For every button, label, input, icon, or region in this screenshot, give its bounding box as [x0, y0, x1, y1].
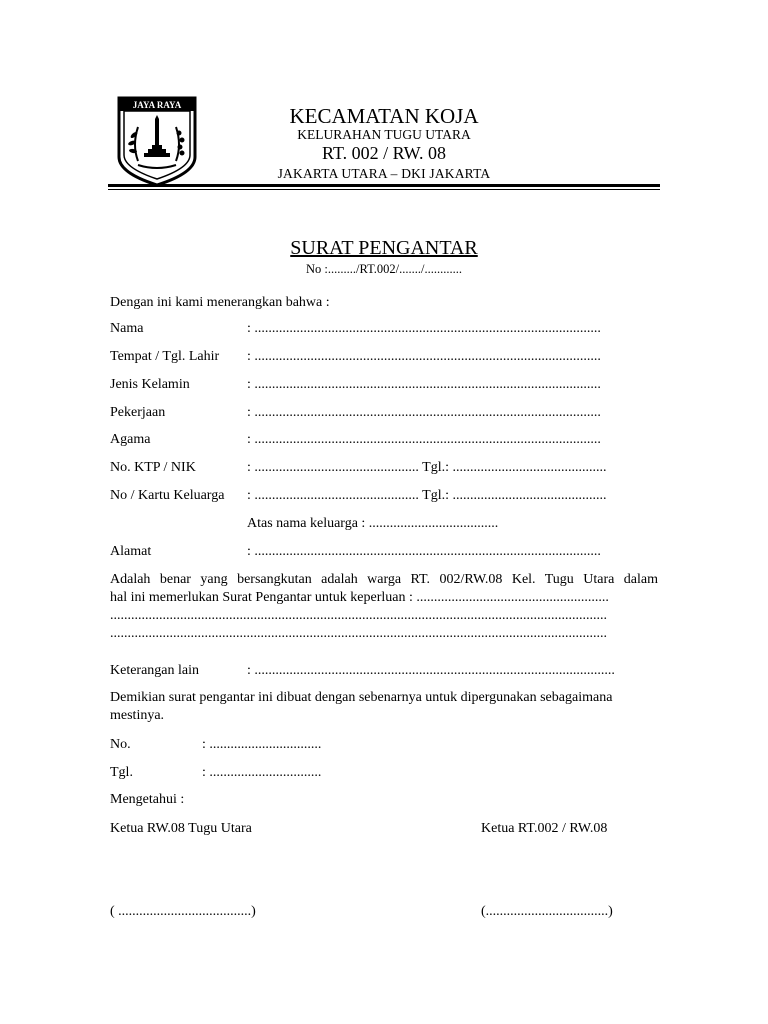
mengetahui-label: Mengetahui : [110, 792, 185, 807]
field-value-keterangan: : ....................................................................................................... [247, 663, 615, 678]
purpose-line-1: Adalah benar yang bersangkutan adalah warga RT. 002/RW.08 Kel. Tugu Utara dalam [110, 572, 658, 587]
field-label-agama: Agama [110, 432, 151, 447]
tgl-label: Tgl. [110, 765, 133, 780]
closing-line-2: mestinya. [110, 708, 165, 723]
header-kelurahan: KELURAHAN TUGU UTARA [297, 127, 471, 142]
atas-nama-keluarga: Atas nama keluarga : ..................................... [247, 516, 499, 531]
header-divider-thick [108, 184, 660, 187]
signature-right-title: Ketua RT.002 / RW.08 [481, 821, 608, 836]
field-label-keterangan: Keterangan lain [110, 663, 200, 678]
field-label-ktp-nik: No. KTP / NIK [110, 460, 196, 475]
field-value-jenis-kelamin: : ................................................................................................... [247, 377, 601, 392]
purpose-line-2: hal ini memerlukan Surat Pengantar untuk keperluan : ....................................................... [110, 590, 609, 605]
header-city: JAKARTA UTARA – DKI JAKARTA [277, 166, 491, 181]
logo-text: JAYA RAYA [132, 100, 182, 110]
no-label: No. [110, 737, 131, 752]
no-value: : ................................ [202, 737, 322, 752]
field-label-alamat: Alamat [110, 544, 152, 559]
field-value-ktp-nik: : ............................................... Tgl.: ............................................ [247, 460, 607, 475]
field-label-tempat-tgl-lahir: Tempat / Tgl. Lahir [110, 349, 220, 364]
document-title: SURAT PENGANTAR [290, 237, 478, 259]
header-rt-rw: RT. 002 / RW. 08 [322, 143, 446, 163]
field-label-nama: Nama [110, 321, 144, 336]
jaya-raya-emblem-logo [116, 95, 198, 187]
field-label-jenis-kelamin: Jenis Kelamin [110, 377, 190, 392]
signature-left-name: ( ......................................) [110, 904, 256, 919]
header-title: KECAMATAN KOJA [289, 104, 479, 128]
signature-left-title: Ketua RW.08 Tugu Utara [110, 821, 252, 836]
purpose-line-3: .............................................................................................................................................. [110, 608, 607, 623]
closing-line-1: Demikian surat pengantar ini dibuat dengan sebenarnya untuk dipergunakan sebagaimana [110, 690, 613, 705]
tgl-value: : ................................ [202, 765, 322, 780]
field-value-kartu-keluarga: : ............................................... Tgl.: ............................................ [247, 488, 607, 503]
field-label-kartu-keluarga: No / Kartu Keluarga [110, 488, 225, 503]
field-value-alamat: : ................................................................................................... [247, 544, 601, 559]
field-label-pekerjaan: Pekerjaan [110, 405, 166, 420]
intro-text: Dengan ini kami menerangkan bahwa : [110, 295, 330, 310]
document-number: No :........./RT.002/......./............ [306, 262, 462, 276]
field-value-tempat-tgl-lahir: : ................................................................................................... [247, 349, 601, 364]
purpose-line-4: .............................................................................................................................................. [110, 626, 607, 641]
signature-right-name: (...................................) [481, 904, 613, 919]
field-value-nama: : ................................................................................................... [247, 321, 601, 336]
header-divider-thin [108, 189, 660, 190]
field-value-pekerjaan: : ................................................................................................... [247, 405, 601, 420]
field-value-agama: : ................................................................................................... [247, 432, 601, 447]
